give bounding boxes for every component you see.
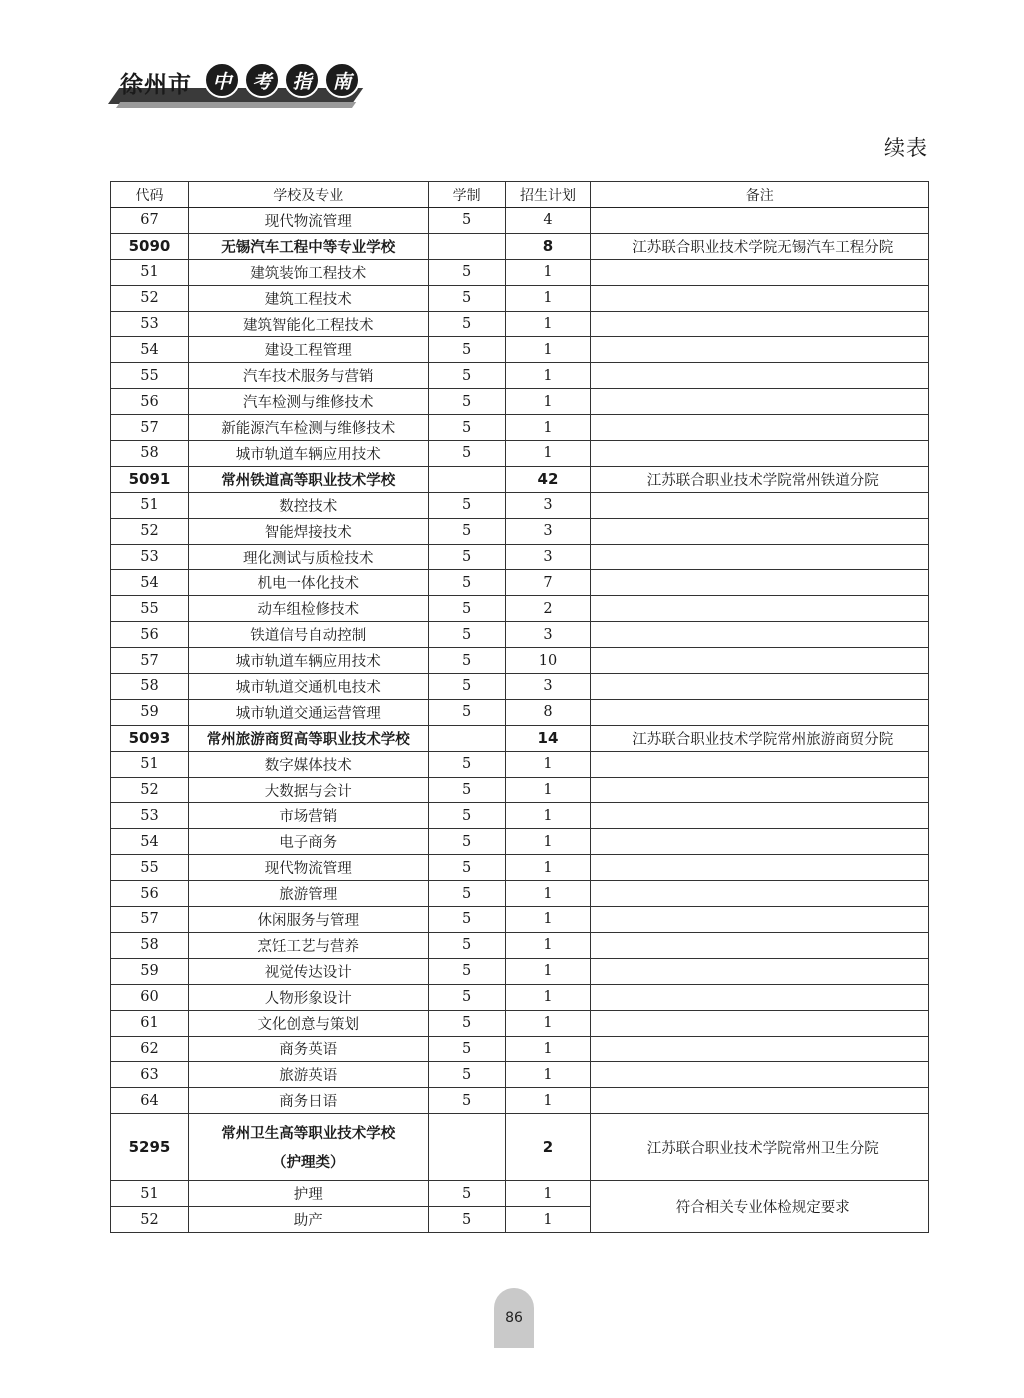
- table-row: [111, 1062, 929, 1088]
- name-cell: 现代物流管理: [188, 208, 428, 234]
- table-row: [111, 259, 929, 285]
- code-cell: 56: [111, 881, 189, 907]
- remark-cell: [591, 674, 929, 700]
- plan-cell: 7: [505, 570, 591, 596]
- years-cell: 5: [428, 829, 505, 855]
- school-category: （护理类）: [272, 1154, 345, 1172]
- code-cell: 59: [111, 699, 189, 725]
- plan-cell: 1: [505, 881, 591, 907]
- enrollment-table: [110, 181, 929, 1233]
- plan-cell: 2: [505, 1114, 591, 1181]
- name-cell: 铁道信号自动控制: [188, 622, 428, 648]
- remark-cell: [591, 570, 929, 596]
- table-row: [111, 984, 929, 1010]
- name-cell: 旅游管理: [188, 881, 428, 907]
- table-row: [111, 208, 929, 234]
- years-cell: 5: [428, 1207, 505, 1233]
- code-cell: 58: [111, 932, 189, 958]
- remark-cell: 江苏联合职业技术学院常州铁道分院: [591, 466, 929, 492]
- table-row: [111, 855, 929, 881]
- remark-cell: 符合相关专业体检规定要求: [591, 1181, 929, 1233]
- years-cell: 5: [428, 337, 505, 363]
- remark-cell: [591, 311, 929, 337]
- plan-cell: 1: [505, 1036, 591, 1062]
- plan-cell: 1: [505, 1010, 591, 1036]
- name-cell: 商务英语: [188, 1036, 428, 1062]
- name-cell: 机电一体化技术: [188, 570, 428, 596]
- column-header-remark: 备注: [591, 182, 929, 208]
- remark-cell: [591, 285, 929, 311]
- logo-char: 南: [324, 62, 360, 98]
- years-cell: 5: [428, 1181, 505, 1207]
- name-cell: 休闲服务与管理: [188, 907, 428, 933]
- code-cell: 56: [111, 622, 189, 648]
- code-cell: 57: [111, 907, 189, 933]
- table-row: [111, 1010, 929, 1036]
- remark-cell: [591, 699, 929, 725]
- page-number: 86: [494, 1288, 534, 1348]
- table-row: [111, 674, 929, 700]
- logo-guide-chars: [204, 62, 360, 98]
- years-cell: 5: [428, 570, 505, 596]
- name-cell: 人物形象设计: [188, 984, 428, 1010]
- plan-cell: 1: [505, 829, 591, 855]
- school-row: [111, 233, 929, 259]
- name-cell: 新能源汽车检测与维修技术: [188, 415, 428, 441]
- name-cell: 烹饪工艺与营养: [188, 932, 428, 958]
- years-cell: 5: [428, 492, 505, 518]
- years-cell: 5: [428, 958, 505, 984]
- school-name: 常州卫生高等职业技术学校: [221, 1125, 396, 1143]
- school-row: [111, 1114, 929, 1181]
- remark-cell: [591, 958, 929, 984]
- name-cell: 大数据与会计: [188, 777, 428, 803]
- table-row: [111, 1181, 929, 1207]
- code-cell: 59: [111, 958, 189, 984]
- plan-cell: 1: [505, 1088, 591, 1114]
- table-row: [111, 441, 929, 467]
- name-cell: 城市轨道车辆应用技术: [188, 648, 428, 674]
- years-cell: 5: [428, 1036, 505, 1062]
- name-cell: 无锡汽车工程中等专业学校: [188, 233, 428, 259]
- table-row: [111, 415, 929, 441]
- table-row: [111, 829, 929, 855]
- table-row: [111, 492, 929, 518]
- remark-cell: [591, 441, 929, 467]
- remark-cell: [591, 259, 929, 285]
- years-cell: 5: [428, 1062, 505, 1088]
- years-cell: 5: [428, 907, 505, 933]
- code-cell: 55: [111, 363, 189, 389]
- code-cell: 52: [111, 1207, 189, 1233]
- remark-cell: [591, 622, 929, 648]
- name-cell: 建筑装饰工程技术: [188, 259, 428, 285]
- name-cell: 数控技术: [188, 492, 428, 518]
- years-cell: 5: [428, 803, 505, 829]
- table-row: [111, 311, 929, 337]
- code-cell: 52: [111, 285, 189, 311]
- plan-cell: 3: [505, 518, 591, 544]
- code-cell: 5090: [111, 233, 189, 259]
- years-cell: 5: [428, 389, 505, 415]
- code-cell: 54: [111, 829, 189, 855]
- plan-cell: 3: [505, 544, 591, 570]
- table-row: [111, 285, 929, 311]
- table-row: [111, 389, 929, 415]
- remark-cell: [591, 492, 929, 518]
- remark-cell: [591, 1062, 929, 1088]
- plan-cell: 1: [505, 907, 591, 933]
- table-row: [111, 337, 929, 363]
- plan-cell: 14: [505, 725, 591, 751]
- plan-cell: 3: [505, 674, 591, 700]
- code-cell: 54: [111, 570, 189, 596]
- name-cell: 建筑工程技术: [188, 285, 428, 311]
- table-row: [111, 751, 929, 777]
- code-cell: 53: [111, 311, 189, 337]
- table-row: [111, 958, 929, 984]
- name-cell: 汽车检测与维修技术: [188, 389, 428, 415]
- code-cell: 61: [111, 1010, 189, 1036]
- name-cell: 助产: [188, 1207, 428, 1233]
- plan-cell: 1: [505, 777, 591, 803]
- remark-cell: [591, 363, 929, 389]
- table-row: [111, 907, 929, 933]
- column-header-years: 学制: [428, 182, 505, 208]
- years-cell: [428, 1114, 505, 1181]
- plan-cell: 1: [505, 285, 591, 311]
- plan-cell: 1: [505, 311, 591, 337]
- code-cell: 55: [111, 596, 189, 622]
- years-cell: 5: [428, 441, 505, 467]
- table-row: [111, 363, 929, 389]
- code-cell: 5091: [111, 466, 189, 492]
- plan-cell: 1: [505, 1062, 591, 1088]
- remark-cell: [591, 881, 929, 907]
- name-cell: 建筑智能化工程技术: [188, 311, 428, 337]
- table-row: [111, 1088, 929, 1114]
- name-cell: 理化测试与质检技术: [188, 544, 428, 570]
- logo-char: 考: [244, 62, 280, 98]
- years-cell: 5: [428, 208, 505, 234]
- remark-cell: 江苏联合职业技术学院常州旅游商贸分院: [591, 725, 929, 751]
- name-cell: 文化创意与策划: [188, 1010, 428, 1036]
- plan-cell: 8: [505, 699, 591, 725]
- table-row: [111, 648, 929, 674]
- years-cell: 5: [428, 596, 505, 622]
- plan-cell: 1: [505, 751, 591, 777]
- plan-cell: 1: [505, 958, 591, 984]
- code-cell: 52: [111, 777, 189, 803]
- years-cell: 5: [428, 751, 505, 777]
- table-row: [111, 932, 929, 958]
- remark-cell: [591, 984, 929, 1010]
- table-row: [111, 777, 929, 803]
- plan-cell: 1: [505, 803, 591, 829]
- table-row: [111, 622, 929, 648]
- remark-cell: 江苏联合职业技术学院常州卫生分院: [591, 1114, 929, 1181]
- table-row: [111, 596, 929, 622]
- code-cell: 51: [111, 492, 189, 518]
- column-header-plan: 招生计划: [505, 182, 591, 208]
- name-cell: 电子商务: [188, 829, 428, 855]
- years-cell: 5: [428, 881, 505, 907]
- years-cell: 5: [428, 259, 505, 285]
- table-row: [111, 1036, 929, 1062]
- name-cell: 智能焊接技术: [188, 518, 428, 544]
- years-cell: 5: [428, 363, 505, 389]
- remark-cell: [591, 751, 929, 777]
- plan-cell: 1: [505, 259, 591, 285]
- plan-cell: 8: [505, 233, 591, 259]
- logo-char: 指: [284, 62, 320, 98]
- plan-cell: 1: [505, 932, 591, 958]
- code-cell: 57: [111, 415, 189, 441]
- years-cell: 5: [428, 855, 505, 881]
- years-cell: 5: [428, 518, 505, 544]
- plan-cell: 4: [505, 208, 591, 234]
- code-cell: 62: [111, 1036, 189, 1062]
- remark-cell: [591, 829, 929, 855]
- code-cell: 52: [111, 518, 189, 544]
- remark-cell: [591, 777, 929, 803]
- years-cell: 5: [428, 1088, 505, 1114]
- years-cell: 5: [428, 699, 505, 725]
- table-row: [111, 803, 929, 829]
- remark-cell: [591, 208, 929, 234]
- table-row: [111, 699, 929, 725]
- logo-char: 中: [204, 62, 240, 98]
- years-cell: [428, 725, 505, 751]
- remark-cell: [591, 544, 929, 570]
- years-cell: 5: [428, 932, 505, 958]
- years-cell: [428, 466, 505, 492]
- plan-cell: 42: [505, 466, 591, 492]
- plan-cell: 1: [505, 1181, 591, 1207]
- years-cell: 5: [428, 648, 505, 674]
- table-row: [111, 570, 929, 596]
- remark-cell: [591, 1010, 929, 1036]
- code-cell: 58: [111, 441, 189, 467]
- remark-cell: 江苏联合职业技术学院无锡汽车工程分院: [591, 233, 929, 259]
- table-body: [111, 208, 929, 1233]
- name-cell: 现代物流管理: [188, 855, 428, 881]
- name-cell: 常州旅游商贸高等职业技术学校: [188, 725, 428, 751]
- plan-cell: 1: [505, 1207, 591, 1233]
- plan-cell: 2: [505, 596, 591, 622]
- years-cell: 5: [428, 311, 505, 337]
- years-cell: 5: [428, 415, 505, 441]
- remark-cell: [591, 389, 929, 415]
- name-cell: 视觉传达设计: [188, 958, 428, 984]
- code-cell: 51: [111, 259, 189, 285]
- remark-cell: [591, 596, 929, 622]
- plan-cell: 1: [505, 415, 591, 441]
- name-cell: 城市轨道交通运营管理: [188, 699, 428, 725]
- remark-cell: [591, 855, 929, 881]
- plan-cell: 1: [505, 855, 591, 881]
- years-cell: 5: [428, 622, 505, 648]
- code-cell: 63: [111, 1062, 189, 1088]
- continued-label: 续表: [884, 136, 928, 160]
- name-cell: 护理: [188, 1181, 428, 1207]
- code-cell: 54: [111, 337, 189, 363]
- code-cell: 58: [111, 674, 189, 700]
- name-cell: 城市轨道车辆应用技术: [188, 441, 428, 467]
- name-cell: [188, 1114, 428, 1181]
- remark-cell: [591, 1088, 929, 1114]
- remark-cell: [591, 1036, 929, 1062]
- plan-cell: 1: [505, 363, 591, 389]
- remark-cell: [591, 648, 929, 674]
- plan-cell: 1: [505, 337, 591, 363]
- code-cell: 55: [111, 855, 189, 881]
- plan-cell: 10: [505, 648, 591, 674]
- years-cell: 5: [428, 777, 505, 803]
- name-cell: 数字媒体技术: [188, 751, 428, 777]
- name-cell: 旅游英语: [188, 1062, 428, 1088]
- years-cell: 5: [428, 1010, 505, 1036]
- years-cell: 5: [428, 544, 505, 570]
- years-cell: 5: [428, 674, 505, 700]
- years-cell: [428, 233, 505, 259]
- column-header-school-major: 学校及专业: [188, 182, 428, 208]
- years-cell: 5: [428, 285, 505, 311]
- column-header-code: 代码: [111, 182, 189, 208]
- school-row: [111, 725, 929, 751]
- remark-cell: [591, 907, 929, 933]
- name-cell: 动车组检修技术: [188, 596, 428, 622]
- logo-bar-shadow: [116, 102, 356, 108]
- table-row: [111, 881, 929, 907]
- code-cell: 67: [111, 208, 189, 234]
- remark-cell: [591, 803, 929, 829]
- code-cell: 60: [111, 984, 189, 1010]
- plan-cell: 3: [505, 492, 591, 518]
- code-cell: 57: [111, 648, 189, 674]
- remark-cell: [591, 415, 929, 441]
- table-row: [111, 544, 929, 570]
- logo-city: 徐州市: [120, 72, 192, 98]
- plan-cell: 1: [505, 389, 591, 415]
- name-cell: 市场营销: [188, 803, 428, 829]
- code-cell: 51: [111, 751, 189, 777]
- name-cell: 建设工程管理: [188, 337, 428, 363]
- code-cell: 51: [111, 1181, 189, 1207]
- code-cell: 56: [111, 389, 189, 415]
- header-logo: [108, 58, 358, 110]
- remark-cell: [591, 337, 929, 363]
- code-cell: 64: [111, 1088, 189, 1114]
- name-cell: 商务日语: [188, 1088, 428, 1114]
- code-cell: 53: [111, 803, 189, 829]
- table-header-row: [111, 182, 929, 208]
- school-row: [111, 466, 929, 492]
- code-cell: 53: [111, 544, 189, 570]
- code-cell: 5295: [111, 1114, 189, 1181]
- plan-cell: 3: [505, 622, 591, 648]
- plan-cell: 1: [505, 441, 591, 467]
- years-cell: 5: [428, 984, 505, 1010]
- name-cell: 常州铁道高等职业技术学校: [188, 466, 428, 492]
- table-row: [111, 518, 929, 544]
- plan-cell: 1: [505, 984, 591, 1010]
- remark-cell: [591, 932, 929, 958]
- remark-cell: [591, 518, 929, 544]
- name-cell: 城市轨道交通机电技术: [188, 674, 428, 700]
- code-cell: 5093: [111, 725, 189, 751]
- name-cell: 汽车技术服务与营销: [188, 363, 428, 389]
